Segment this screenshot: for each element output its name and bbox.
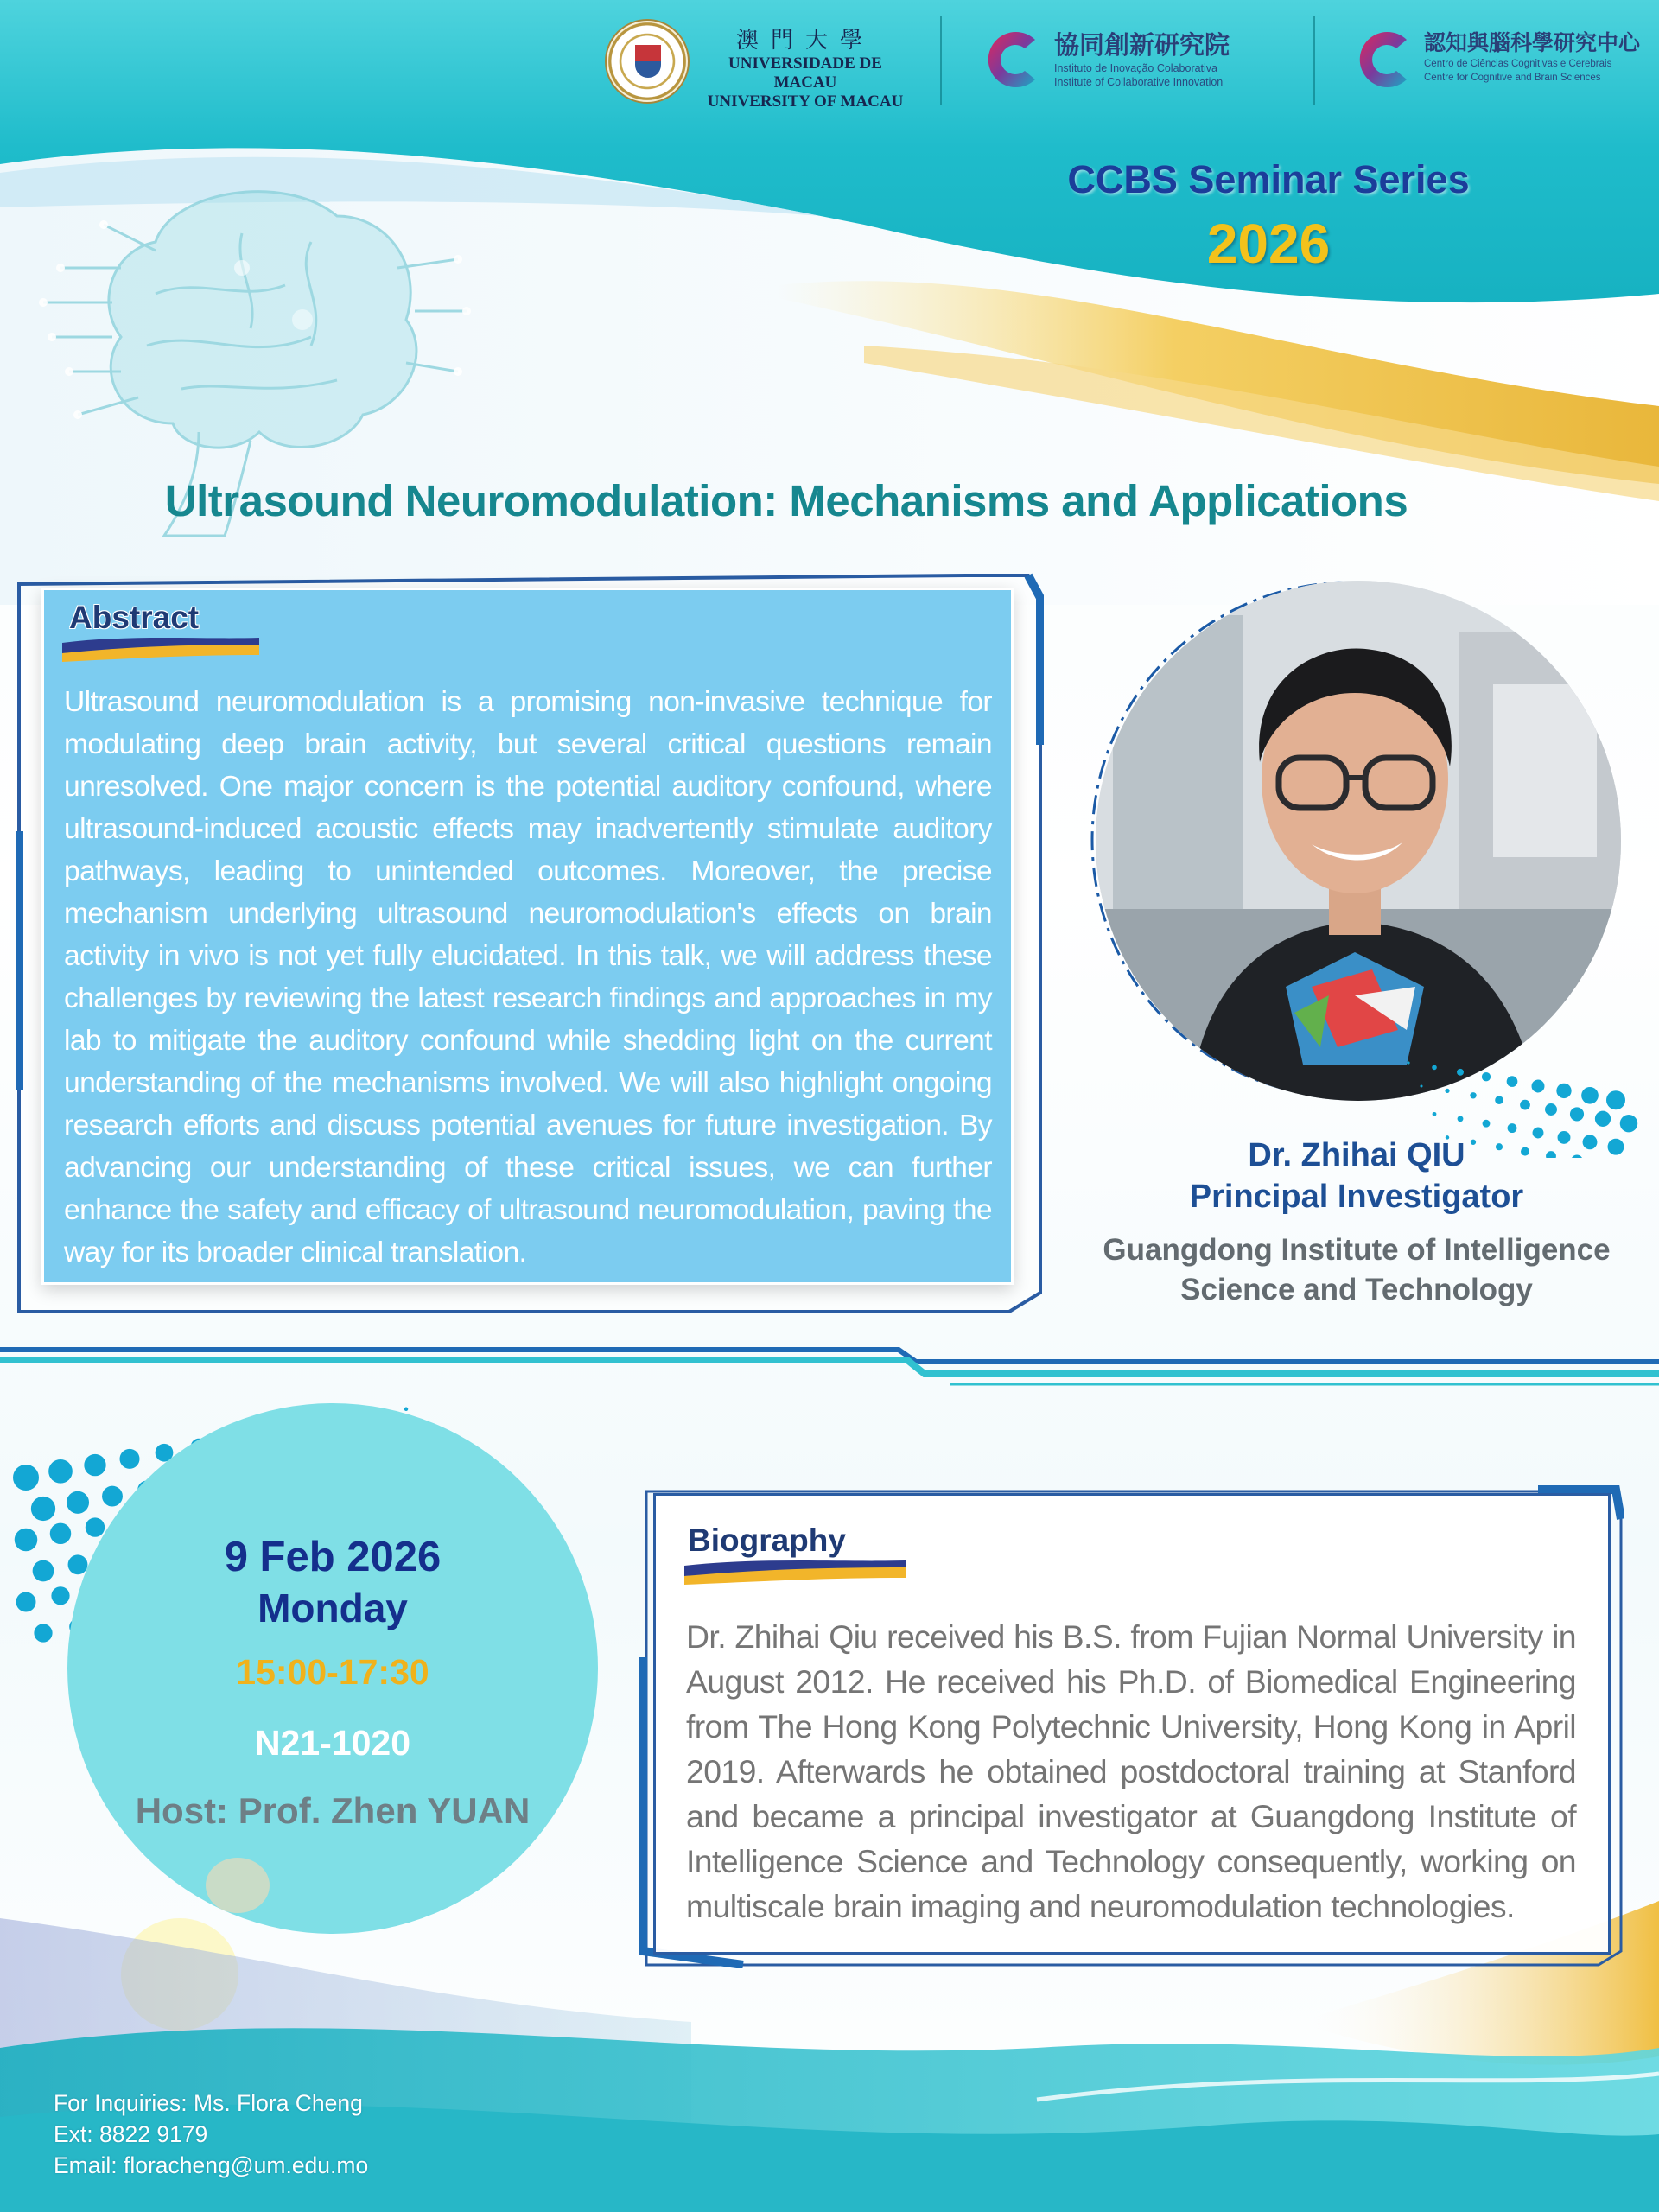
heading-stripe xyxy=(684,1560,906,1585)
ccbs-logo-text xyxy=(1424,26,1640,85)
speaker-name: Dr. Zhihai QIU xyxy=(1248,1137,1465,1173)
speaker-institution-line2: Science and Technology xyxy=(1180,1273,1533,1306)
ccbs-name-zh: 認知與腦科學研究中心 xyxy=(1424,30,1641,55)
contact-ext: Ext: 8822 9179 xyxy=(54,2121,208,2147)
speaker-institution-line1: Guangdong Institute of Intelligence xyxy=(1103,1233,1611,1267)
event-time: 15:00-17:30 xyxy=(236,1652,429,1692)
contact-info xyxy=(54,2088,572,2181)
um-name-en: UNIVERSITY OF MACAU xyxy=(707,92,904,111)
speaker-title: Principal Investigator xyxy=(1189,1179,1524,1215)
ccbs-name-pt: Centro de Ciências Cognitivas e Cerebrais xyxy=(1424,59,1612,69)
ici-name-pt: Instituto de Inovação Colaborativa xyxy=(1054,62,1218,74)
ici-name-zh: 協同創新研究院 xyxy=(1054,30,1230,60)
event-day: Monday xyxy=(257,1586,408,1630)
biography-heading: Biography xyxy=(688,1522,846,1558)
abstract-heading: Abstract xyxy=(69,600,200,635)
heading-stripe xyxy=(62,638,259,662)
event-date: 9 Feb 2026 xyxy=(224,1534,442,1580)
um-name-pt: UNIVERSIDADE DE MACAU xyxy=(728,54,882,92)
biography-text: Dr. Zhihai Qiu received his B.S. from Fujian Normal University in August 2012. He received his Ph.D. of Biomedical Engineering from The Hong Kong Polytechnic University, Hong Kong in April 2019. Afterwards he obtained postdoctoral training at Stanford and became a principal investigator at Guangdong Institute of Intelligence Science and Technology consequently, working on multiscale brain imaging and neuromodulation technologies. xyxy=(686,1618,1576,1924)
talk-title: Ultrasound Neuromodulation: Mechanisms and Applications xyxy=(164,476,1408,525)
logo-bar xyxy=(596,16,1659,115)
ccbs-name-en: Centre for Cognitive and Brain Sciences xyxy=(1424,73,1601,83)
logo-separator xyxy=(1313,16,1315,105)
university-seal-icon xyxy=(605,19,690,104)
series-year: 2026 xyxy=(1206,213,1331,275)
ici-name-en: Institute of Collaborative Innovation xyxy=(1054,76,1224,88)
logo-separator xyxy=(940,16,942,105)
event-room: N21-1020 xyxy=(254,1723,411,1763)
um-logo-text xyxy=(702,22,909,111)
um-name-zh: 澳門大學 xyxy=(735,28,874,54)
series-title: CCBS Seminar Series xyxy=(1067,157,1470,201)
contact-inquiries: For Inquiries: Ms. Flora Cheng xyxy=(54,2090,363,2116)
contact-email[interactable]: Email: floracheng@um.edu.mo xyxy=(54,2152,369,2178)
speaker-institution xyxy=(1071,1230,1642,1310)
event-host: Host: Prof. Zhen YUAN xyxy=(135,1790,531,1831)
abstract-text: Ultrasound neuromodulation is a promising non-invasive technique for modulating deep brain activity, but several critical questions remain unresolved. One major concern is the potential auditory confound, where ultrasound-induced acoustic effects may inadvertently stimulate auditory pathways, leading to unintended outcomes. Moreover, the precise mechanism underlying ultrasound neuromodulation's effects on brain activity in vivo is not yet fully elucidated. In this talk, we will address these challenges by reviewing the latest research findings and approaches in my lab to mitigate the auditory confound while shedding light on the current understanding of the mechanisms involved. We will also highlight ongoing research efforts and discuss potential avenues for future investigation. By advancing our understanding of these critical issues, we can further enhance the safety and efficacy of ultrasound neuromodulation, paving the way for its broader clinical translation. xyxy=(64,686,992,1268)
dot-pattern-right xyxy=(1400,985,1659,1158)
ici-c-logo-icon xyxy=(983,28,1040,92)
ccbs-c-logo-icon xyxy=(1355,28,1412,92)
ici-logo-text xyxy=(1054,26,1230,89)
